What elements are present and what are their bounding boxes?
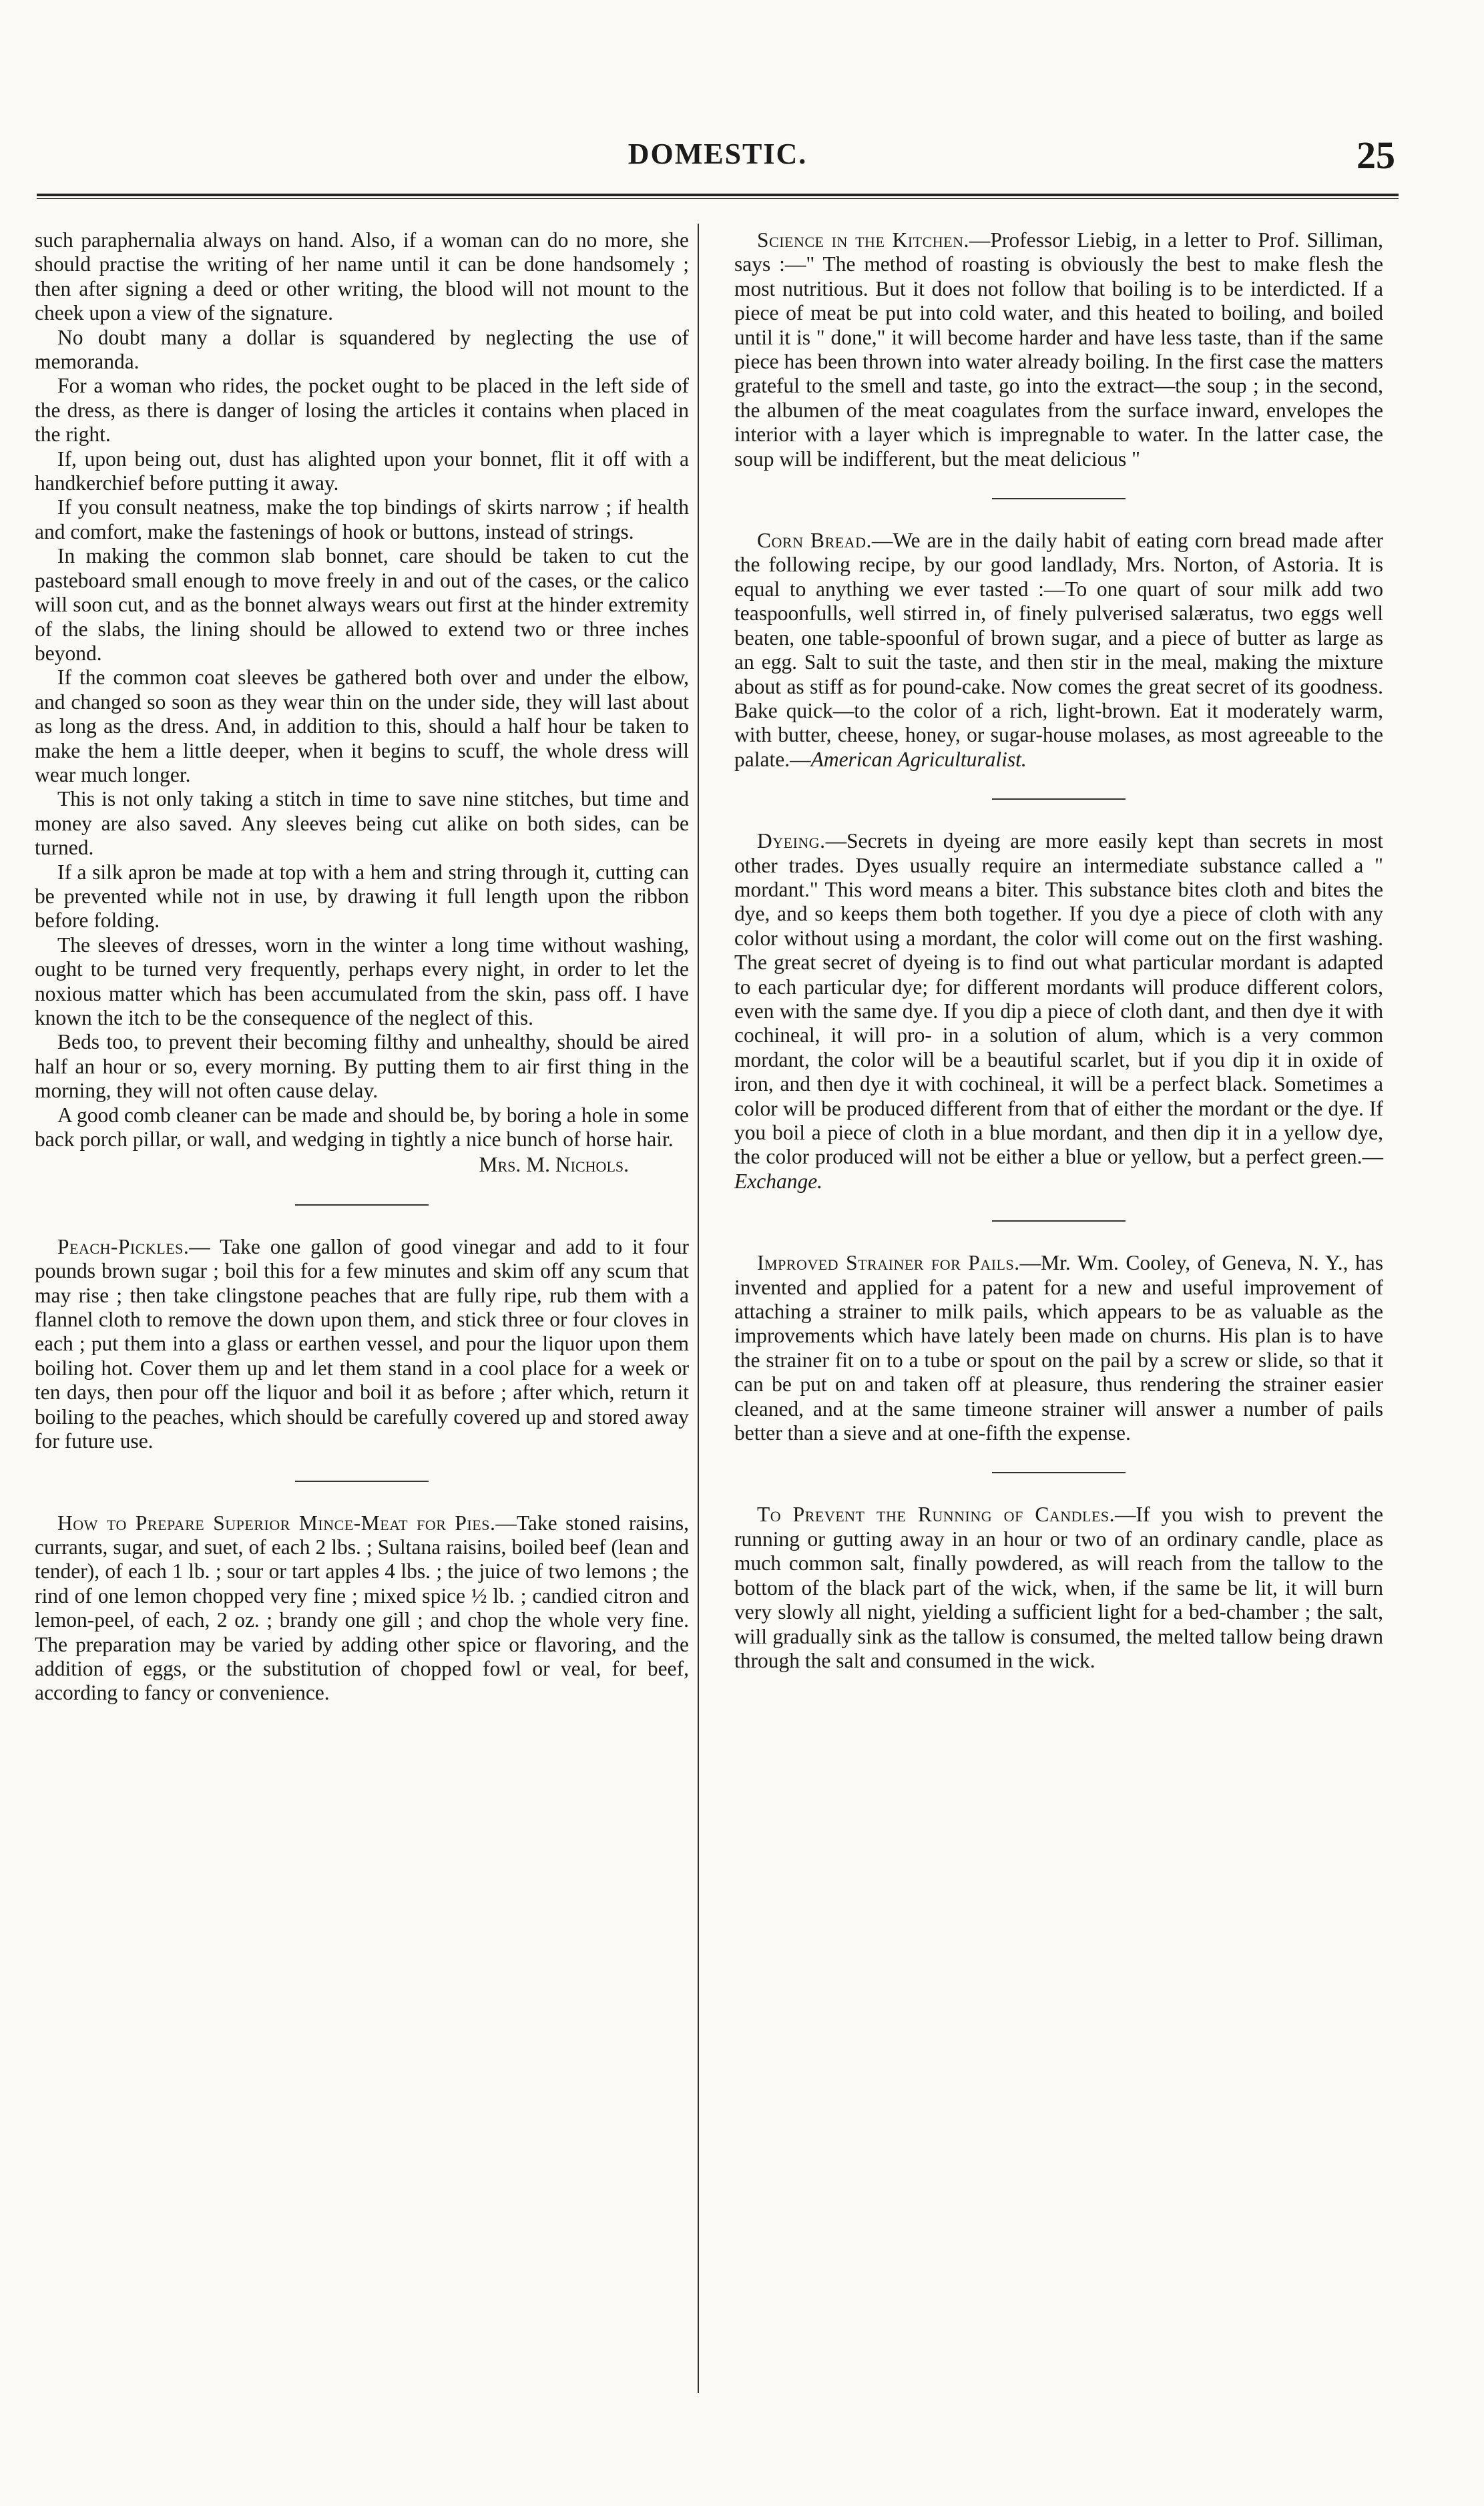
article-separator: [992, 798, 1126, 800]
article-body: — Take one gallon of good vinegar and add to it four pounds brown sugar ; boil this for a few minutes and skim off any scum that may rise ; then take clingstone peaches that are fully ripe, rub them with a flannel cloth to remove the down upon them, and stick three or four cloves in each ; put them into a glass or earthen vessel, and pour the liquor upon them boiling hot. Cover them up and let them stand in a cool place for a week or ten days, then pour off the liquor and boil it as before ; after which, return it boiling to the peaches, which should be carefully covered up and stored away for future use.: [35, 1234, 689, 1453]
article-separator: [992, 498, 1126, 499]
intro-paragraph: The sleeves of dresses, worn in the winter a long time without washing, ought to be turned very frequently, perhaps every night, in order to let the noxious matter which has been accumulated from the skin, pass off. I have known the itch to be the consequence of the neglect of this.: [35, 933, 689, 1029]
article-strainer: [734, 1251, 1383, 1445]
article-heading: To Prevent the Running of Candles.: [757, 1503, 1116, 1527]
article-heading: Corn Bread.: [757, 529, 872, 553]
intro-paragraph: A good comb cleaner can be made and should be, by boring a hole in some back porch pillar, or wall, and wedging in tightly a nice bunch of horse hair.: [35, 1103, 689, 1152]
intro-paragraph: For a woman who rides, the pocket ought to be placed in the left side of the dress, as there is danger of losing the articles it contains when placed in the right.: [35, 374, 689, 447]
header-rule: [37, 194, 1399, 199]
article-dyeing: [734, 829, 1383, 1194]
article-body: —Professor Liebig, in a letter to Prof. Silliman, says :—" The method of roasting is obviously the best to make flesh the most nutritious. But it does not follow that boiling is to be interdicted. If a piece of meat be put into cold water, and this heated to boiling, and boiled until it is " done," it will become harder and have less taste, than if the same piece has been thrown into water already boiling. In the first case the matters grateful to the smell and taste, go into the extract—the soup ; in the second, the albumen of the meat coagulates from the surface inward, envelopes the interior with a layer which is impregnable to water. In the latter case, the soup will be indifferent, but the meat delicious ": [734, 228, 1383, 471]
article-source: Exchange.: [734, 1169, 823, 1193]
intro-paragraph: This is not only taking a stitch in time to save nine stitches, but time and money are also saved. Any sleeves being cut alike on both sides, can be turned.: [35, 787, 689, 860]
article-body: —We are in the daily habit of eating corn bread made after the following recipe, by our good landlady, Mrs. Norton, of Astoria. It is equal to anything we ever tasted :—To one quart of sour milk add two teaspoonfulls, well stirred in, of finely pulverised salæratus, two eggs well beaten, one table-spoonful of brown sugar, and a piece of butter as large as an egg. Salt to suit the taste, and then stir in the meal, making the mixture about as stiff as for pound-cake. Now comes the great secret of its goodness. Bake quick—to the color of a rich, light-brown. Eat it moderately warm, with butter, cheese, honey, or sugar-house molases, as most agreeable to the palate.—: [734, 529, 1383, 771]
article-corn-bread: [734, 529, 1383, 772]
column-divider: [698, 224, 699, 2393]
intro-paragraph: In making the common slab bonnet, care should be taken to cut the pasteboard small enough to move freely in and out of the cases, or the calico will soon cut, and as the bonnet always wears out first at the hinder extremity of the slabs, the lining should be allowed to extend two or three inches beyond.: [35, 544, 689, 665]
intro-paragraph: No doubt many a dollar is squandered by neglecting the use of memoranda.: [35, 325, 689, 374]
article-heading: Science in the Kitchen.: [757, 228, 969, 252]
right-column: [734, 228, 1383, 1673]
article-separator: [295, 1481, 429, 1482]
article-body: —Mr. Wm. Cooley, of Geneva, N. Y., has invented and applied for a patent for a new and useful improvement of attaching a strainer to milk pails, which appears to be as valuable as the improvements which have lately been made on churns. His plan is to have the strainer fit on to a tube or spout on the pail by a screw or slide, so that it can be put on and taken off at pleasure, thus rendering the strainer easier cleaned, and at the same timeone strainer will answer a number of pails better than a sieve and at one-fifth the expense.: [734, 1251, 1383, 1445]
intro-paragraph: If a silk apron be made at top with a hem and string through it, cutting can be prevented while not in use, by drawing it full length upon the ribbon before folding.: [35, 860, 689, 933]
article-science-kitchen: [734, 228, 1383, 471]
article-body: —Secrets in dyeing are more easily kept than secrets in most other trades. Dyes usually require an intermediate substance called a " mordant." This word means a biter. This substance bites cloth and bites the dye, and so keeps them both together. If you dye a piece of cloth with any color without using a mordant, the color will come out on the first washing. The great secret of dyeing is to find out what particular mordant is adapted to each particular dye; for different mordants will produce different colors, even with the same dye. If you dip a piece of cloth dant, and then dye it with cochineal, it will pro- in a solution of alum, which is a very common mordant, the color will be a beautiful scarlet, but if you dip it in oxide of iron, and then dye it with cochineal, it will be a perfect black. Sometimes a color will be produced different from that of either the mordant or the dye. If you boil a piece of cloth in a blue mordant, and then dip it in a yellow dye, the color produced will not be either a blue or yellow, but a perfect green.—: [734, 829, 1383, 1169]
intro-paragraph: If you consult neatness, make the top bindings of skirts narrow ; if health and comfort, make the fastenings of hook or buttons, instead of strings.: [35, 495, 689, 543]
intro-paragraph: Beds too, to prevent their becoming filthy and unhealthy, should be aired half an hour or so, every morning. By putting them to air first thing in the morning, they will not often cause delay.: [35, 1030, 689, 1103]
article-source: American Agriculturalist.: [810, 747, 1027, 771]
running-head: DOMESTIC.: [628, 138, 808, 170]
article-body: —If you wish to prevent the running or gutting away in an hour or two of an ordinary candle, place as much common salt, finally powdered, as will reach from the tallow to the bottom of the black part of the wick, when, if the same be lit, it will burn very slowly all night, yielding a sufficient light for a bed-chamber ; the salt, will gradually sink as the tallow is consumed, the melted tallow being drawn through the salt and consumed in the wick.: [734, 1503, 1383, 1672]
left-column: [35, 228, 689, 1706]
intro-paragraph: If the common coat sleeves be gathered both over and under the elbow, and changed so soon as they wear thin on the under side, they will last about as long as the dress. And, in addition to this, should a half hour be taken to make the hem a little deeper, when it begins to scuff, the whole dress will wear much longer.: [35, 666, 689, 786]
article-separator: [992, 1472, 1126, 1473]
article-body: —Take stoned raisins, currants, sugar, and suet, of each 2 lbs. ; Sultana raisins, boiled beef (lean and tender), of each 1 lb. ; sour or tart apples 4 lbs. ; the juice of two lemons ; the rind of one lemon chopped very fine ; mixed spice ½ lb. ; candied citron and lemon-peel, of each, 2 oz. ; brandy one gill ; and chop the whole very fine. The preparation may be varied by adding other spice or flavoring, and the addition of eggs, or the substitution of chopped fowl or veal, for beef, according to fancy or convenience.: [35, 1511, 689, 1705]
article-separator: [992, 1220, 1126, 1222]
article-separator: [295, 1204, 429, 1206]
article-heading: Dyeing.: [757, 829, 826, 853]
article-signature: Mrs. M. Nichols.: [479, 1153, 629, 1177]
article-peach-pickles: [35, 1235, 689, 1454]
article-candles: [734, 1503, 1383, 1673]
article-heading: How to Prepare Superior Mince-Meat for Pies.: [57, 1511, 496, 1535]
intro-paragraph: such paraphernalia always on hand. Also, if a woman can do no more, she should practise the writing of her name until it can be done handsomely ; then after signing a deed or other writing, the blood will not mount to the cheek upon a view of the signature.: [35, 228, 689, 325]
article-heading: Improved Strainer for Pails.: [757, 1251, 1020, 1275]
page-number: 25: [1356, 134, 1395, 177]
article-mince-meat: [35, 1511, 689, 1706]
page-header: [40, 134, 1395, 184]
intro-paragraph: If, upon being out, dust has alighted upon your bonnet, flit it off with a handkerchief before putting it away.: [35, 447, 689, 495]
article-heading: Peach-Pickles.: [57, 1234, 190, 1258]
